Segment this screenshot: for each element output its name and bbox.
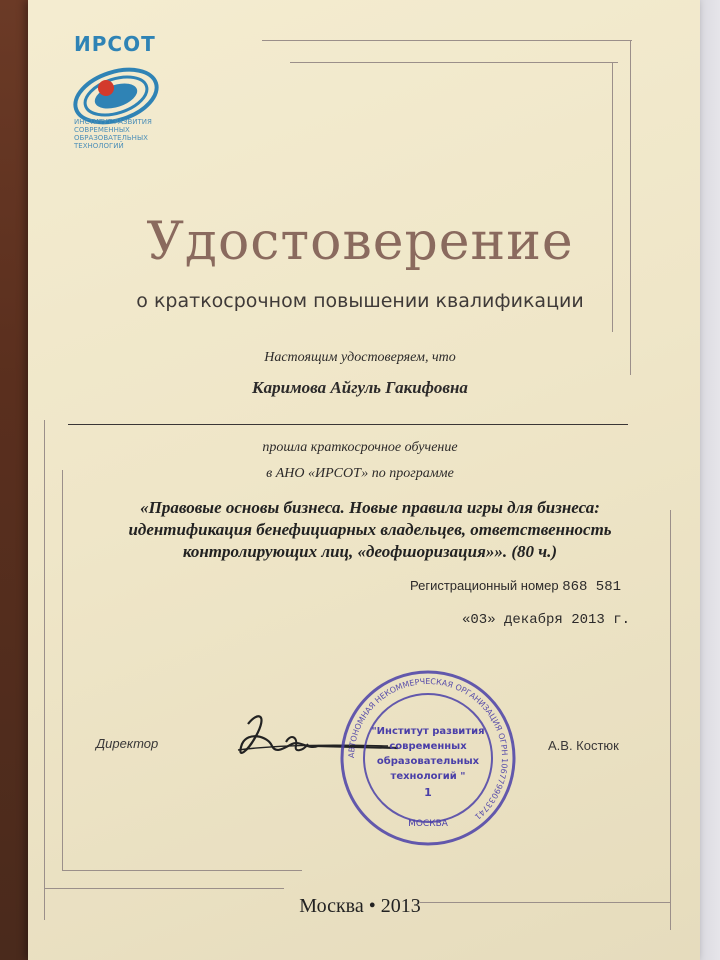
registration-label: Регистрационный номер (410, 578, 559, 593)
stamp-line-2: современных (389, 741, 467, 752)
stamp-ring-text: АВТОНОМНАЯ НЕКОММЕРЧЕСКАЯ ОРГАНИЗАЦИЯ ОГРН 1067799033741 (346, 676, 510, 822)
program-line-1: «Правовые основы бизнеса. Новые правила игры для бизнеса: (140, 498, 600, 517)
frame-line-right (630, 40, 631, 375)
study-line-1: прошла краткосрочное обучение (262, 440, 458, 455)
logo-subtitle: ИНСТИТУТ РАЗВИТИЯ СОВРЕМЕННЫХ ОБРАЗОВАТЕЛЬНЫХ ТЕХНОЛОГИЙ (74, 118, 152, 150)
frame-line-right-low (670, 510, 671, 930)
program-title (70, 497, 670, 563)
issue-date: «03» декабря 2013 г. (462, 612, 631, 628)
frame-line-top (262, 40, 632, 41)
stamp-line-4: технологий " (390, 771, 466, 782)
footer-city-year: Москва • 2013 (299, 895, 421, 917)
registration-number: 868 581 (562, 579, 622, 595)
stamp-city: МОСКВА (408, 819, 448, 829)
program-line-3: контролирующих лиц, «деофшоризация»». (80 ч.) (182, 542, 558, 561)
stamp-line-3: образовательных (376, 756, 480, 767)
director-name: А.В. Костюк (548, 738, 619, 753)
stamp-number: 1 (424, 786, 432, 799)
logo-title: ИРСОТ (74, 32, 156, 56)
frame-line-top-2 (290, 62, 618, 63)
frame-line-bottom-2 (44, 888, 284, 889)
registration-line (410, 578, 621, 595)
director-label: Директор (96, 736, 159, 751)
certificate-subtitle: о краткосрочном повышении квалификации (136, 290, 584, 312)
organization-stamp (338, 668, 518, 848)
certify-text: Настоящим удостоверяем, что (264, 350, 456, 365)
program-line-2: идентификация бенефициарных владельцев, ответственность (128, 520, 612, 539)
name-underline (68, 424, 628, 425)
study-line-2: в АНО «ИРСОТ» по программе (266, 466, 454, 481)
frame-line-bottom (62, 870, 302, 871)
frame-line-left (62, 470, 63, 870)
person-name: Каримова Айгуль Гакифовна (252, 378, 468, 397)
certificate-title: Удостоверение (146, 212, 574, 272)
stamp-line-1: "Институт развития (371, 726, 485, 737)
frame-line-left-2 (44, 420, 45, 920)
